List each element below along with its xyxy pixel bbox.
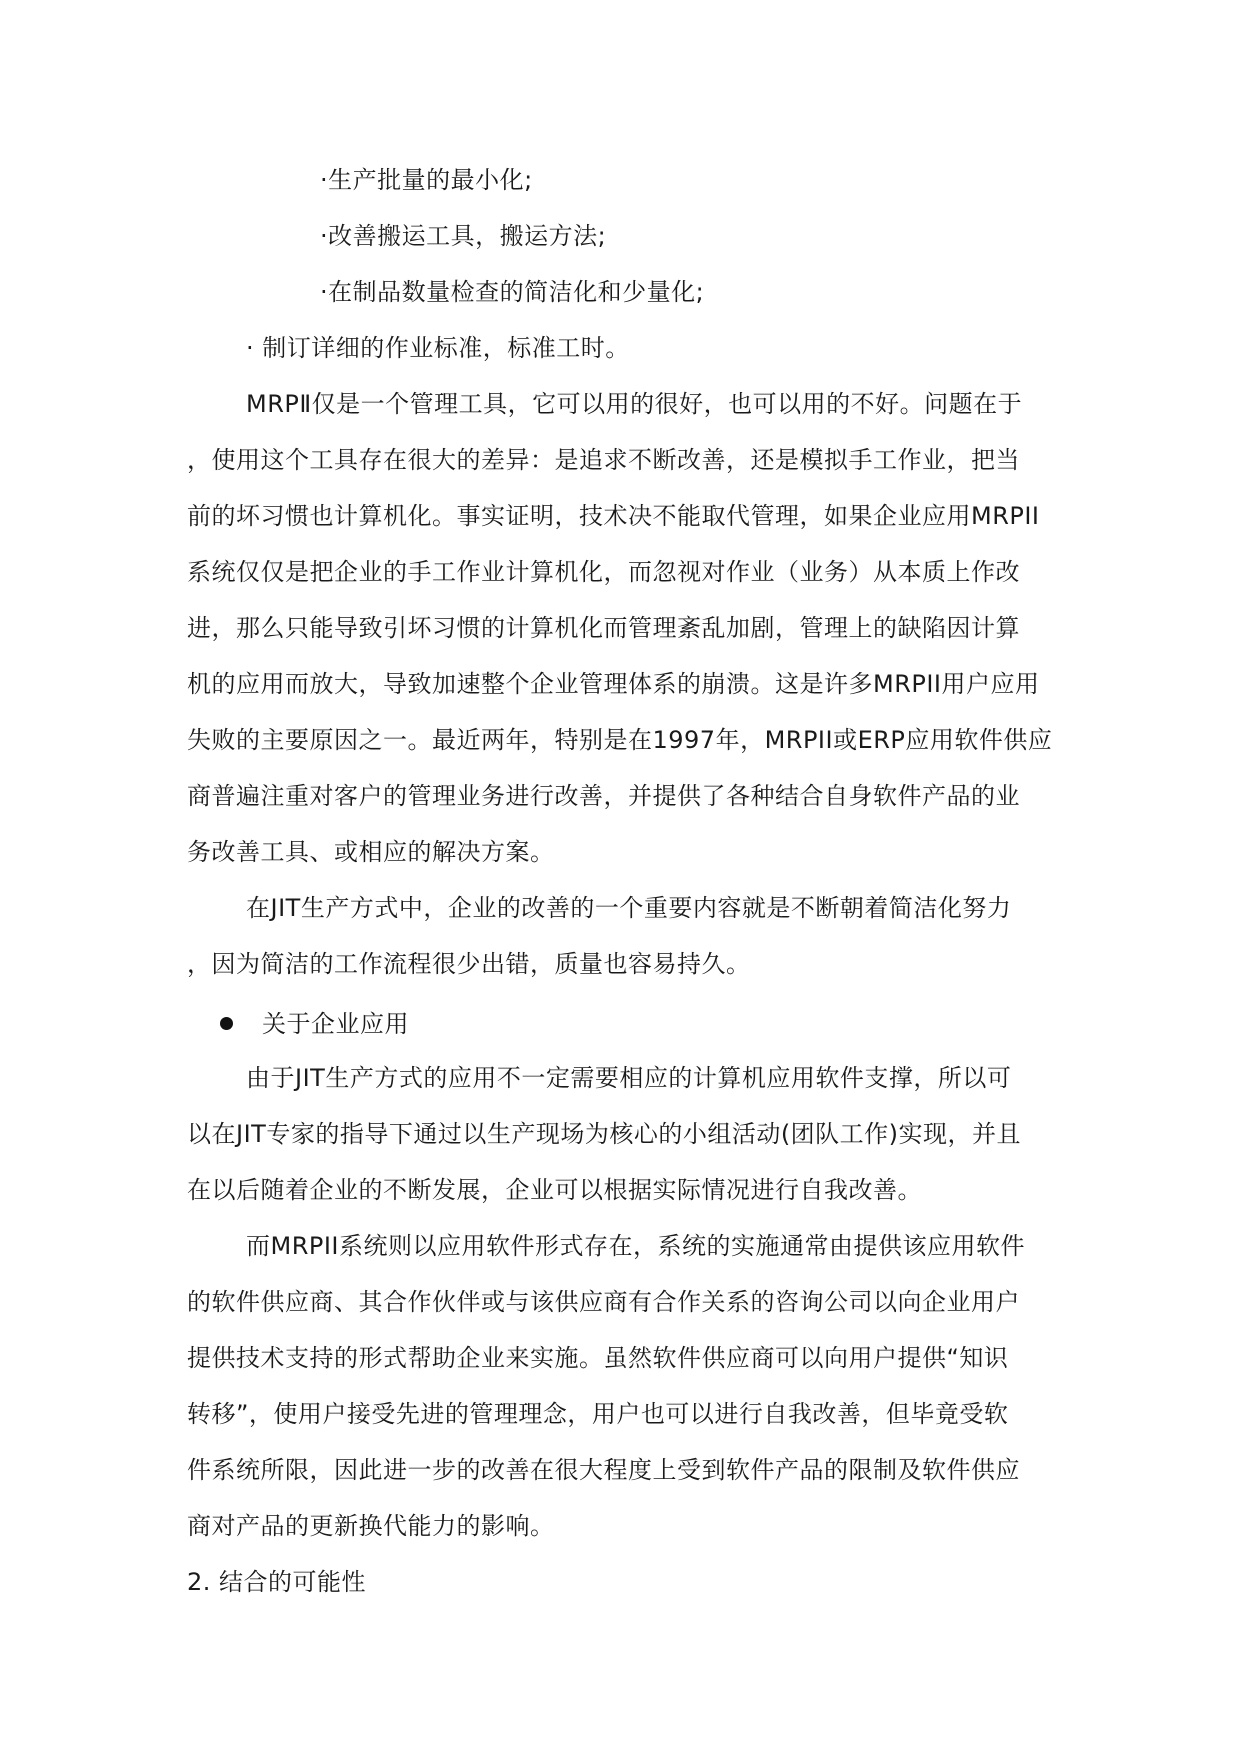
paragraph-line: 系统仅仅是把企业的手工作业计算机化，而忽视对作业（业务）从本质上作改: [187, 558, 1020, 586]
paragraph-line: MRPⅡ仅是一个管理工具，它可以用的很好，也可以用的不好。问题在于: [246, 390, 1023, 418]
paragraph-line: 由于JIT生产方式的应用不一定需要相应的计算机应用软件支撑，所以可: [246, 1064, 1012, 1092]
paragraph-line: 务改善工具、或相应的解决方案。: [187, 838, 555, 866]
list-item-standards: · 制订详细的作业标准，标准工时。: [246, 334, 630, 362]
paragraph-line: ，使用这个工具存在很大的差异：是追求不断改善，还是模拟手工作业，把当: [187, 446, 1020, 474]
list-item-wip-check: ·在制品数量检查的简洁化和少量化;: [320, 278, 705, 306]
paragraph-line: 在以后随着企业的不断发展，企业可以根据实际情况进行自我改善。: [187, 1176, 922, 1204]
paragraph-line: 的软件供应商、其合作伙伴或与该供应商有合作关系的咨询公司以向企业用户: [187, 1288, 1020, 1316]
paragraph-line: 商对产品的更新换代能力的影响。: [187, 1512, 555, 1540]
list-item-transport: ·改善搬运工具，搬运方法;: [320, 222, 607, 250]
section-heading: 2. 结合的可能性: [187, 1568, 367, 1596]
paragraph-line: 在JIT生产方式中，企业的改善的一个重要内容就是不断朝着简洁化努力: [246, 894, 1012, 922]
paragraph-line: 提供技术支持的形式帮助企业来实施。虽然软件供应商可以向用户提供“知识: [187, 1344, 1009, 1372]
paragraph-line: 失败的主要原因之一。最近两年，特别是在1997年，MRPII或ERP应用软件供应: [187, 726, 1053, 754]
paragraph-line: 以在JIT专家的指导下通过以生产现场为核心的小组活动(团队工作)实现，并且: [187, 1120, 1022, 1148]
paragraph-line: 商普遍注重对客户的管理业务进行改善，并提供了各种结合自身软件产品的业: [187, 782, 1020, 810]
list-item-batch: ·生产批量的最小化;: [320, 166, 533, 194]
section-bullet-heading: 关于企业应用: [262, 1010, 409, 1038]
paragraph-line: 而MRPII系统则以应用软件形式存在，系统的实施通常由提供该应用软件: [246, 1232, 1026, 1260]
paragraph-line: 进，那么只能导致引坏习惯的计算机化而管理紊乱加剧，管理上的缺陷因计算: [187, 614, 1020, 642]
bullet-dot-icon: [220, 1017, 233, 1030]
paragraph-line: 件系统所限，因此进一步的改善在很大程度上受到软件产品的限制及软件供应: [187, 1456, 1020, 1484]
paragraph-line: 前的坏习惯也计算机化。事实证明，技术决不能取代管理，如果企业应用MRPII: [187, 502, 1040, 530]
paragraph-line: 转移”，使用户接受先进的管理理念，用户也可以进行自我改善，但毕竟受软: [187, 1400, 1009, 1428]
paragraph-line: ，因为简洁的工作流程很少出错，质量也容易持久。: [187, 950, 751, 978]
paragraph-line: 机的应用而放大，导致加速整个企业管理体系的崩溃。这是许多MRPII用户应用: [187, 670, 1040, 698]
